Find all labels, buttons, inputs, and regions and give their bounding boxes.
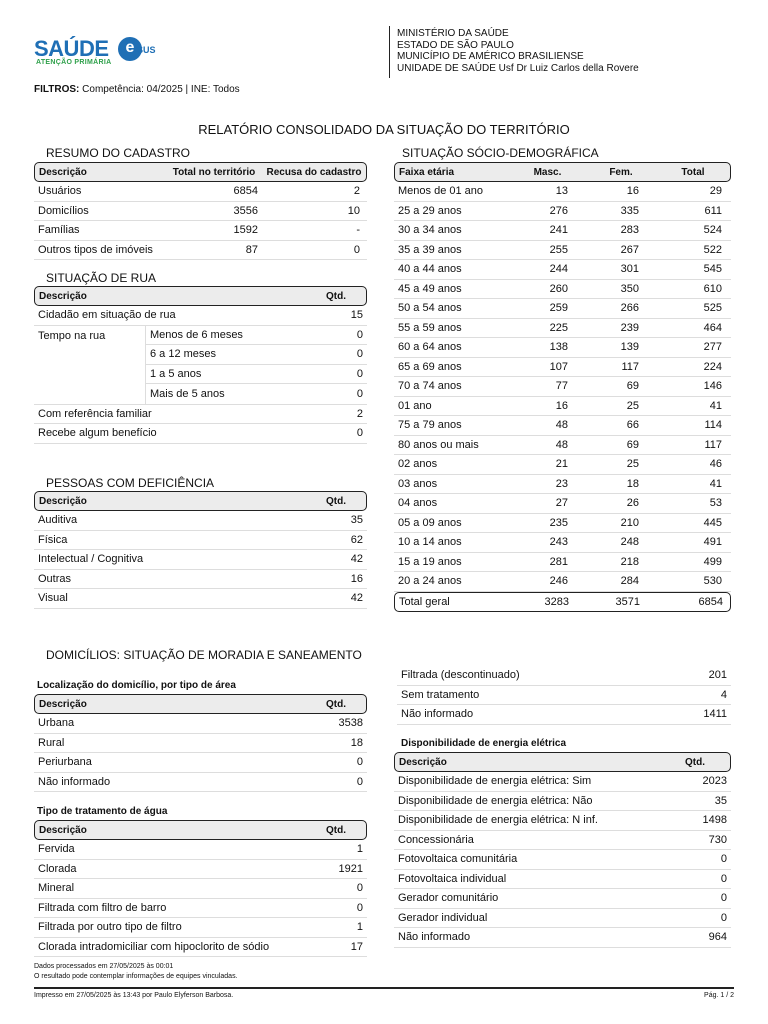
table-header (394, 162, 731, 182)
cell-value: 0 (720, 872, 727, 885)
cell-desc: Fotovoltaica individual (398, 872, 507, 885)
socio-title: SITUAÇÃO SÓCIO-DEMOGRÁFICA (402, 146, 599, 160)
rua-title: SITUAÇÃO DE RUA (46, 271, 157, 285)
cell-desc: Domicílios (38, 204, 89, 217)
cell-value: 964 (708, 931, 727, 944)
cell-value: - (356, 224, 360, 237)
cell-value: 2023 (702, 775, 727, 788)
report-title: RELATÓRIO CONSOLIDADO DA SITUAÇÃO DO TERRITÓRIO (198, 122, 570, 137)
cell-qtd: 15 (350, 309, 363, 322)
footer-divider (34, 987, 734, 989)
table-row (394, 241, 731, 261)
cell-value: 48 (555, 438, 568, 451)
cell-value: 35 (350, 514, 363, 527)
cell-value: 18 (350, 736, 363, 749)
table-row (394, 182, 731, 202)
footer-notes (34, 962, 238, 982)
cell-value: 16 (626, 185, 639, 198)
cell-desc: 04 anos (398, 497, 438, 510)
logo-text: SAÚDE (34, 36, 109, 61)
cell-value: 42 (350, 592, 363, 605)
cell-value: 530 (703, 575, 722, 588)
table-row (34, 550, 367, 570)
cell-value: 0 (356, 387, 363, 400)
cell-value: 21 (555, 458, 568, 471)
cell-desc: Filtrada (descontinuado) (401, 669, 520, 682)
agua-table (34, 820, 367, 957)
logo-sus-text: SUS (137, 45, 156, 55)
col-header: Recusa do cadastro (266, 166, 362, 178)
cell-value: 255 (549, 243, 568, 256)
cell-desc: Filtrada com filtro de barro (38, 901, 167, 914)
cell-value: 0 (356, 427, 363, 440)
table-row (397, 705, 731, 725)
deficiencia-title: PESSOAS COM DEFICIÊNCIA (46, 476, 215, 490)
table-row (34, 424, 367, 444)
table-row (34, 589, 367, 609)
cell-desc: 25 a 29 anos (398, 204, 462, 217)
table-row (394, 889, 731, 909)
table-row (34, 405, 367, 425)
col-header: Total no território (172, 166, 256, 178)
cell-value: 41 (709, 399, 722, 412)
table-row (394, 792, 731, 812)
table-row (394, 416, 731, 436)
cell-value: 281 (549, 555, 568, 568)
cell-desc: 70 a 74 anos (398, 380, 462, 393)
table-row (34, 182, 367, 202)
col-header: Descrição (39, 166, 87, 178)
energia-title: Disponibilidade de energia elétrica (401, 738, 567, 749)
col-header: Qtd. (326, 290, 346, 302)
cell-value: 210 (620, 516, 639, 529)
table-row (394, 850, 731, 870)
total-row (394, 592, 731, 612)
cell-value: 244 (549, 263, 568, 276)
cell-value: 611 (704, 204, 722, 217)
localizacao-table (34, 694, 367, 792)
cell-value: 48 (555, 419, 568, 432)
cell-desc: Cidadão em situação de rua (38, 309, 176, 322)
cell-value: 248 (620, 536, 639, 549)
cell-desc: 65 a 69 anos (398, 360, 462, 373)
cell-desc: Auditiva (38, 514, 78, 527)
col-header: Total (681, 166, 705, 178)
cell-desc: Gerador comunitário (398, 892, 499, 905)
table-row (394, 299, 731, 319)
cell-desc: Rural (38, 736, 65, 749)
cell-value: 0 (356, 882, 363, 895)
cell-desc: 75 a 79 anos (398, 419, 462, 432)
cell-desc: Disponibilidade de energia elétrica: Sim (398, 775, 592, 788)
cell-desc: Não informado (398, 931, 471, 944)
cell-value: 0 (720, 853, 727, 866)
cell-value: 730 (708, 833, 727, 846)
cell-value: 69 (626, 380, 639, 393)
cell-desc: Menos de 6 meses (150, 328, 243, 341)
cell-desc: Gerador individual (398, 911, 488, 924)
table-header (34, 286, 367, 306)
table-row (394, 928, 731, 948)
cell-value: 1 (356, 921, 363, 934)
table-row (394, 338, 731, 358)
header-divider (389, 26, 390, 78)
cell-value: 41 (709, 477, 722, 490)
table-row (34, 306, 367, 326)
table-row (394, 831, 731, 851)
table-row (34, 734, 367, 754)
header-institution (397, 28, 639, 74)
cell-value: 225 (549, 321, 568, 334)
col-header: Fem. (609, 166, 633, 178)
cell-value: 260 (549, 282, 568, 295)
table-row (394, 319, 731, 339)
cell-value: 29 (709, 185, 722, 198)
table-row (34, 840, 367, 860)
table-row (397, 686, 731, 706)
cell-value: 146 (703, 380, 722, 393)
table-row (34, 511, 367, 531)
table-row (394, 455, 731, 475)
col-header: Qtd. (326, 698, 346, 710)
agua-continued-table (397, 666, 731, 725)
cell-value: 3556 (233, 204, 258, 217)
cell-value: 0 (356, 348, 363, 361)
table-row (394, 572, 731, 592)
cell-value: 218 (620, 555, 639, 568)
col-header: Descrição (399, 756, 447, 768)
cell-desc: Física (38, 533, 68, 546)
deficiencia-table (34, 491, 367, 609)
table-row (394, 377, 731, 397)
cell-value: 266 (620, 302, 639, 315)
cell-value: 16 (350, 572, 363, 585)
cell-desc: 10 a 14 anos (398, 536, 462, 549)
cell-value: 224 (703, 360, 722, 373)
cell-value: 0 (356, 775, 363, 788)
cell-desc: Clorada intradomiciliar com hipoclorito de sódio (38, 940, 270, 953)
table-row (394, 358, 731, 378)
cell-desc: 1 a 5 anos (150, 367, 202, 380)
total-geral: 6854 (698, 595, 723, 608)
cell-desc: Periurbana (38, 756, 92, 769)
cell-value: 246 (549, 575, 568, 588)
cell-value: 1411 (703, 708, 727, 721)
cell-value: 139 (620, 341, 639, 354)
table-row (34, 221, 367, 241)
cell-desc: 20 a 24 anos (398, 575, 462, 588)
cell-desc: 6 a 12 meses (150, 348, 217, 361)
table-row (146, 326, 367, 346)
col-header: Qtd. (326, 824, 346, 836)
filters-text: Competência: 04/2025 | INE: Todos (82, 84, 240, 95)
tempo-na-rua-group (34, 326, 367, 405)
table-row (394, 533, 731, 553)
cell-value: 114 (704, 419, 722, 432)
table-row (34, 938, 367, 958)
cell-value: 276 (549, 204, 568, 217)
cell-desc: 15 a 19 anos (398, 555, 462, 568)
table-row (34, 714, 367, 734)
cell-value: 4 (720, 688, 727, 701)
cell-value: 87 (245, 243, 258, 256)
cell-desc: Clorada (38, 862, 77, 875)
cell-value: 0 (720, 911, 727, 924)
cell-desc: Disponibilidade de energia elétrica: Não (398, 794, 593, 807)
table-row (394, 280, 731, 300)
saude-esus-logo (34, 36, 164, 70)
col-header: Masc. (533, 166, 562, 178)
cell-value: 335 (620, 204, 639, 217)
cell-value: 0 (356, 901, 363, 914)
cell-value: 26 (626, 497, 639, 510)
cell-desc: Mais de 5 anos (150, 387, 225, 400)
localizacao-title: Localização do domicílio, por tipo de área (37, 680, 236, 691)
cell-value: 2 (353, 185, 360, 198)
total-masc: 3283 (544, 595, 569, 608)
table-row (34, 860, 367, 880)
page-header (0, 0, 768, 80)
cell-value: 25 (626, 399, 639, 412)
resumo-table (34, 162, 367, 260)
cell-desc: 45 a 49 anos (398, 282, 462, 295)
logo-subtitle: ATENÇÃO PRIMÁRIA (36, 59, 112, 66)
cell-desc: Com referência familiar (38, 407, 152, 420)
cell-desc: Famílias (38, 224, 80, 237)
col-header: Descrição (39, 290, 87, 302)
header-line: MUNICÍPIO DE AMÉRICO BRASILIENSE (397, 51, 584, 63)
cell-desc: 60 a 64 anos (398, 341, 462, 354)
cell-value: 1498 (702, 814, 727, 827)
col-header: Faixa etária (399, 166, 455, 178)
cell-value: 107 (549, 360, 568, 373)
energia-table (394, 752, 731, 948)
cell-desc: 80 anos ou mais (398, 438, 479, 451)
table-row (394, 811, 731, 831)
table-row (394, 475, 731, 495)
cell-value: 491 (703, 536, 722, 549)
cell-value: 524 (703, 224, 722, 237)
header-line: MINISTÉRIO DA SAÚDE (397, 28, 509, 39)
table-row (397, 666, 731, 686)
table-row (34, 531, 367, 551)
table-row (34, 899, 367, 919)
cell-value: 53 (709, 497, 722, 510)
cell-value: 17 (350, 940, 363, 953)
table-row (394, 870, 731, 890)
footer-page-number: Pág. 1 / 2 (704, 992, 734, 999)
cell-desc: Concessionária (398, 833, 474, 846)
cell-value: 201 (708, 669, 727, 682)
cell-desc: Fervida (38, 843, 75, 856)
cell-desc: 02 anos (398, 458, 438, 471)
table-header (34, 820, 367, 840)
cell-value: 259 (549, 302, 568, 315)
cell-desc: Não informado (38, 775, 111, 788)
table-row (394, 202, 731, 222)
cell-value: 610 (703, 282, 722, 295)
cell-value: 241 (549, 224, 568, 237)
table-row (394, 397, 731, 417)
table-header (394, 752, 731, 772)
domicilios-title: DOMICÍLIOS: SITUAÇÃO DE MORADIA E SANEAMENTO (46, 648, 362, 662)
cell-desc: 55 a 59 anos (398, 321, 462, 334)
cell-value: 525 (703, 302, 722, 315)
cell-value: 117 (621, 360, 639, 373)
table-row (146, 384, 367, 404)
cell-value: 16 (555, 399, 568, 412)
col-header: Qtd. (326, 495, 346, 507)
cell-desc: Sem tratamento (401, 688, 480, 701)
col-header: Descrição (39, 495, 87, 507)
cell-value: 18 (626, 477, 639, 490)
filters-line (34, 84, 240, 95)
logo-e-icon: e (118, 37, 142, 61)
cell-value: 25 (626, 458, 639, 471)
cell-value: 284 (620, 575, 639, 588)
cell-value: 350 (620, 282, 639, 295)
footer-printed: Impresso em 27/05/2025 às 13:43 por Paulo Elyferson Barbosa. (34, 992, 234, 999)
cell-desc: Intelectual / Cognitiva (38, 553, 144, 566)
total-label: Total geral (399, 595, 450, 608)
cell-value: 0 (356, 367, 363, 380)
cell-value: 239 (620, 321, 639, 334)
table-row (34, 879, 367, 899)
cell-value: 1 (356, 843, 363, 856)
cell-value: 0 (353, 243, 360, 256)
cell-value: 243 (549, 536, 568, 549)
cell-value: 522 (703, 243, 722, 256)
cell-value: 445 (703, 516, 722, 529)
table-row (394, 494, 731, 514)
tempo-label: Tempo na rua (34, 326, 146, 404)
cell-value: 0 (720, 892, 727, 905)
cell-desc: Menos de 01 ano (398, 185, 484, 198)
table-row (34, 773, 367, 793)
cell-value: 464 (703, 321, 722, 334)
table-row (34, 202, 367, 222)
resumo-title: RESUMO DO CADASTRO (46, 146, 191, 160)
agua-title: Tipo de tratamento de água (37, 806, 168, 817)
rua-table (34, 286, 367, 444)
cell-desc: Não informado (401, 708, 474, 721)
cell-desc: Outros tipos de imóveis (38, 243, 153, 256)
footer-note: Dados processados em 27/05/2025 às 00:01 (34, 963, 174, 970)
cell-value: 267 (620, 243, 639, 256)
cell-value: 35 (714, 794, 727, 807)
cell-value: 0 (356, 756, 363, 769)
cell-value: 27 (555, 497, 568, 510)
cell-desc: 01 ano (398, 399, 432, 412)
table-row (34, 918, 367, 938)
cell-value: 235 (549, 516, 568, 529)
table-header (34, 694, 367, 714)
cell-value: 69 (626, 438, 639, 451)
cell-desc: Filtrada por outro tipo de filtro (38, 921, 182, 934)
cell-value: 499 (703, 555, 722, 568)
cell-desc: Mineral (38, 882, 75, 895)
cell-desc: 05 a 09 anos (398, 516, 462, 529)
table-row (394, 260, 731, 280)
table-row (394, 221, 731, 241)
total-fem: 3571 (615, 595, 640, 608)
table-header (34, 162, 367, 182)
header-line: ESTADO DE SÃO PAULO (397, 39, 514, 51)
table-row (394, 553, 731, 573)
cell-desc: Visual (38, 592, 68, 605)
cell-value: 10 (347, 204, 360, 217)
col-header: Qtd. (685, 756, 705, 768)
cell-value: 283 (620, 224, 639, 237)
cell-value: 13 (555, 185, 568, 198)
table-row (34, 570, 367, 590)
cell-value: 277 (703, 341, 722, 354)
table-row (394, 909, 731, 929)
col-header: Descrição (39, 698, 87, 710)
cell-desc: 30 a 34 anos (398, 224, 462, 237)
cell-desc: 03 anos (398, 477, 438, 490)
cell-value: 117 (704, 438, 722, 451)
table-row (394, 772, 731, 792)
socio-table (394, 162, 731, 612)
cell-value: 46 (709, 458, 722, 471)
cell-value: 6854 (233, 185, 258, 198)
cell-value: 0 (356, 328, 363, 341)
table-row (146, 365, 367, 385)
cell-value: 545 (703, 263, 722, 276)
cell-desc: Outras (38, 572, 72, 585)
cell-value: 77 (555, 380, 568, 393)
table-row (146, 345, 367, 365)
table-row (394, 514, 731, 534)
cell-value: 23 (555, 477, 568, 490)
header-line: UNIDADE DE SAÚDE Usf Dr Luiz Carlos della Rovere (397, 62, 639, 74)
cell-desc: 50 a 54 anos (398, 302, 462, 315)
cell-value: 42 (350, 553, 363, 566)
cell-value: 301 (620, 263, 639, 276)
table-row (34, 753, 367, 773)
cell-value: 66 (626, 419, 639, 432)
cell-desc: Fotovoltaica comunitária (398, 853, 518, 866)
cell-value: 2 (356, 407, 363, 420)
cell-desc: Usuários (38, 185, 82, 198)
cell-desc: Disponibilidade de energia elétrica: N inf. (398, 814, 598, 827)
cell-value: 62 (350, 533, 363, 546)
cell-value: 1592 (233, 224, 258, 237)
table-header (34, 491, 367, 511)
cell-desc: Urbana (38, 717, 75, 730)
cell-value: 3538 (338, 717, 363, 730)
table-row (394, 436, 731, 456)
filters-label: FILTROS: (34, 84, 80, 95)
col-header: Descrição (39, 824, 87, 836)
cell-desc: Recebe algum benefício (38, 427, 157, 440)
cell-desc: 35 a 39 anos (398, 243, 462, 256)
table-row (34, 241, 367, 261)
footer-note: O resultado pode contemplar informações de equipes vinculadas. (34, 973, 238, 980)
cell-value: 1921 (338, 862, 363, 875)
cell-desc: 40 a 44 anos (398, 263, 462, 276)
cell-value: 138 (549, 341, 568, 354)
